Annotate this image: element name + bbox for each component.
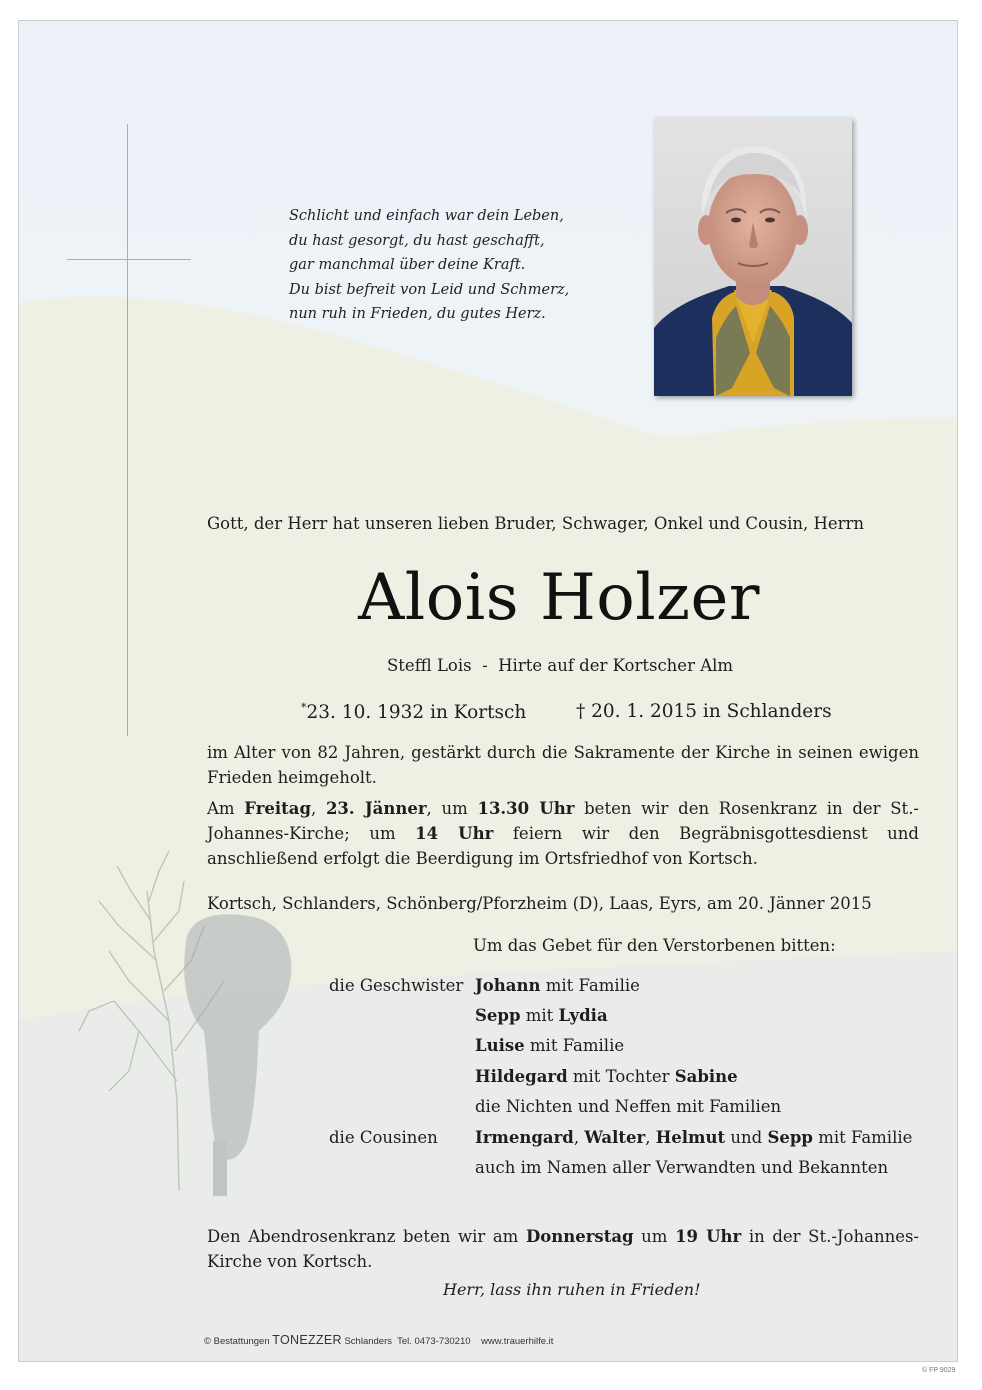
- death-date: [576, 701, 832, 722]
- print-code: © FP 9029: [922, 1367, 956, 1374]
- prayer-request: Um das Gebet für den Verstorbenen bitten:: [473, 936, 836, 955]
- text-segment: Am: [207, 799, 245, 818]
- text-segment: in der St.-Johannes-Kirche von Kortsch.: [207, 1227, 920, 1271]
- text-segment: um: [633, 1227, 676, 1246]
- text-segment: ,: [645, 1128, 656, 1147]
- closing-blessing: Herr, lass ihn ruhen in Frieden!: [443, 1280, 701, 1299]
- death-symbol: †: [576, 701, 586, 722]
- mourner-name: Sabine: [674, 1067, 738, 1086]
- poem-line: nun ruh in Frieden, du gutes Herz.: [289, 306, 546, 322]
- mourner-name: Helmut: [655, 1128, 726, 1147]
- mourner-name: Luise: [475, 1036, 525, 1055]
- cross-horizontal-line: [67, 259, 191, 260]
- mourner-row: [207, 976, 958, 1006]
- cross-vertical-line: [127, 124, 128, 736]
- mourner-group-label: die Cousinen: [329, 1128, 438, 1147]
- paragraph-age: im Alter von 82 Jahren, gestärkt durch die Sakramente der Kirche in seinen ewigen Frieden heimgeholt.: [207, 743, 919, 787]
- rosary-time: 13.30 Uhr: [477, 799, 575, 818]
- mourner-text: auch im Namen aller Verwandten und Bekannten: [475, 1158, 889, 1177]
- mourner-text: die Nichten und Neffen mit Familien: [475, 1097, 782, 1116]
- text-segment: und: [725, 1128, 768, 1147]
- rosary-evening-time: 19 Uhr: [675, 1227, 742, 1246]
- mourner-name: Hildegard: [475, 1067, 568, 1086]
- text-segment: mit Familie: [540, 976, 640, 995]
- birth-text: 23. 10. 1932 in Kortsch: [306, 702, 527, 724]
- rosary-day: Donnerstag: [525, 1227, 634, 1246]
- obituary-card: [18, 20, 958, 1362]
- text-segment: Den Abendrosenkranz beten wir am: [207, 1227, 526, 1246]
- text-segment: beten wir den Rosenkranz in der St.-Johannes-Kirche; um: [207, 799, 920, 843]
- poem-line: Schlicht und einfach war dein Leben,: [289, 208, 564, 224]
- funeral-home-footer: [204, 1333, 553, 1347]
- poem-line: Du bist befreit von Leid und Schmerz,: [289, 281, 570, 298]
- funeral-date: 23. Jänner: [325, 799, 427, 818]
- funeral-day: Freitag: [244, 799, 311, 818]
- mourner-name: Sepp: [767, 1128, 813, 1147]
- mourner-name: Johann: [475, 976, 541, 995]
- text-segment: mit Familie: [524, 1036, 625, 1055]
- service-time: 14 Uhr: [415, 824, 494, 843]
- text-segment: mit: [520, 1006, 559, 1025]
- portrait-photo: [654, 118, 852, 396]
- mourner-text: [475, 1036, 624, 1055]
- paragraph-evening-rosary: [207, 1224, 919, 1274]
- places-and-date: Kortsch, Schlanders, Schönberg/Pforzheim (D), Laas, Eyrs, am 20. Jänner 2015: [207, 894, 872, 913]
- death-text: 20. 1. 2015 in Schlanders: [591, 701, 832, 722]
- mourner-name: Walter: [584, 1128, 646, 1147]
- mourner-row: [207, 1036, 958, 1066]
- mourner-row: [207, 1067, 958, 1097]
- mourner-name: Irmengard: [475, 1128, 574, 1147]
- mourner-text: [475, 976, 640, 995]
- mourner-row: [207, 1006, 958, 1036]
- text-segment: mit Familie: [812, 1128, 913, 1147]
- birth-date: [301, 701, 526, 723]
- mourner-text: [475, 1006, 608, 1025]
- mourner-name: Lydia: [558, 1006, 608, 1025]
- mourner-row: [207, 1158, 958, 1188]
- mourner-row: [207, 1097, 958, 1127]
- mourner-name: Sepp: [475, 1006, 521, 1025]
- nickname-role: Hirte auf der Kortscher Alm: [498, 656, 734, 675]
- poem-line: du hast gesorgt, du hast geschafft,: [289, 232, 545, 249]
- paragraph-funeral: [207, 796, 919, 871]
- text-segment: ,: [311, 799, 326, 818]
- deceased-name: Alois Holzer: [358, 561, 760, 635]
- text-segment: , um: [426, 799, 478, 818]
- text-segment: ,: [573, 1128, 585, 1147]
- mourner-group-label: die Geschwister: [329, 976, 464, 995]
- nickname: Steffl Lois: [387, 656, 472, 675]
- nickname-separator: -: [482, 656, 488, 675]
- footer-copyright: © Bestattungen: [204, 1336, 270, 1347]
- mourner-text: [475, 1128, 912, 1147]
- poem: [289, 204, 619, 327]
- funeral-home-brand: TONEZZER: [272, 1333, 342, 1347]
- mourner-row: [207, 1128, 958, 1158]
- poem-line: gar manchmal über deine Kraft.: [289, 257, 526, 273]
- birth-symbol: *: [301, 701, 307, 714]
- text-segment: mit Tochter: [567, 1067, 675, 1086]
- nickname-line: [387, 656, 733, 675]
- footer-contact: Schlanders Tel. 0473-730210 www.trauerhilfe.it: [344, 1336, 554, 1347]
- mourner-text: [475, 1067, 738, 1086]
- text-segment: feiern wir den Begräbnisgottesdienst und anschließend erfolgt die Beerdigung im Ortsfriedhof von Kortsch.: [207, 824, 919, 868]
- intro-text: Gott, der Herr hat unseren lieben Bruder, Schwager, Onkel und Cousin, Herrn: [207, 514, 865, 533]
